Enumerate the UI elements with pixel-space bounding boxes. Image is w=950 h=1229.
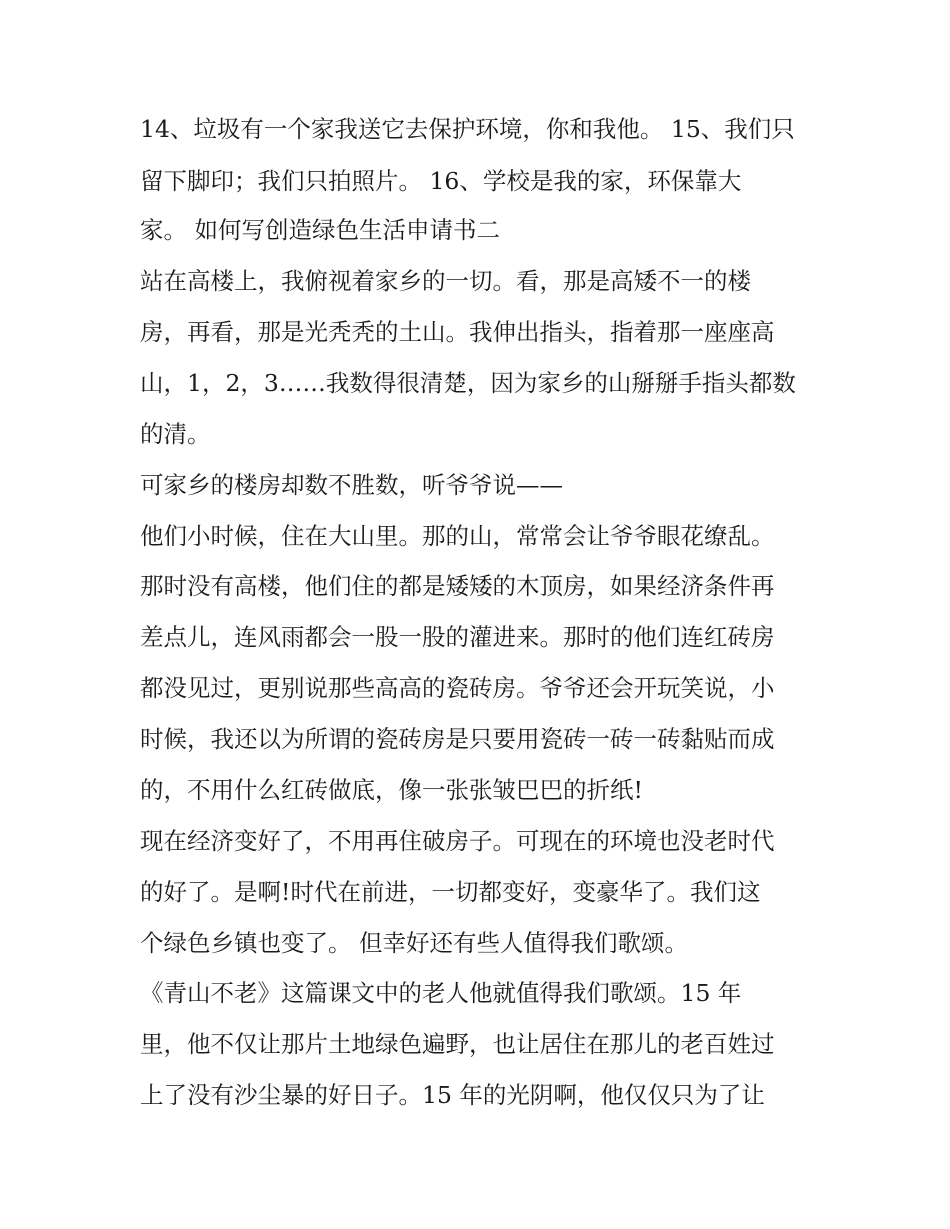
- text-line: 时候，我还以为所谓的瓷砖房是只要用瓷砖一砖一砖黏贴而成: [140, 725, 775, 753]
- text-line: 的，不用什么红砖做底，像一张张皱巴巴的折纸!: [140, 776, 643, 804]
- text-line: 留下脚印；我们只拍照片。 16、学校是我的家，环保靠大: [140, 167, 742, 195]
- text-line: 里，他不仅让那片土地绿色遍野，也让居住在那儿的老百姓过: [140, 1030, 775, 1058]
- text-line: 可家乡的楼房却数不胜数，听爷爷说——: [140, 471, 563, 499]
- text-line: 差点儿，连风雨都会一股一股的灌进来。那时的他们连红砖房: [140, 623, 775, 651]
- text-line: 他们小时候，住在大山里。那的山，常常会让爷爷眼花缭乱。: [140, 522, 775, 550]
- text-line: 房，再看，那是光秃秃的土山。我伸出指头，指着那一座座高: [140, 318, 775, 346]
- text-line: 的清。: [140, 420, 211, 448]
- text-line: 个绿色乡镇也变了。 但幸好还有些人值得我们歌颂。: [140, 929, 688, 957]
- text-line: 站在高楼上，我俯视着家乡的一切。看，那是高矮不一的楼: [140, 267, 751, 295]
- text-line: 现在经济变好了，不用再住破房子。可现在的环境也没老时代: [140, 827, 775, 855]
- text-line: 14、垃圾有一个家我送它去保护环境，你和我他。 15、我们只: [140, 115, 795, 143]
- text-line: 的好了。是啊!时代在前进，一切都变好，变豪华了。我们这: [140, 878, 761, 906]
- text-line: 那时没有高楼，他们住的都是矮矮的木顶房，如果经济条件再: [140, 572, 775, 600]
- text-line: 家。 如何写创造绿色生活申请书二: [140, 216, 500, 244]
- text-line: 山，1，2，3……我数得很清楚，因为家乡的山掰掰手指头都数: [140, 369, 796, 397]
- text-line: 都没见过，更别说那些高高的瓷砖房。爷爷还会开玩笑说，小: [140, 674, 775, 702]
- text-line: 《青山不老》这篇课文中的老人他就值得我们歌颂。15 年: [140, 979, 742, 1007]
- text-line: 上了没有沙尘暴的好日子。15 年的光阴啊，他仅仅只为了让: [140, 1081, 765, 1109]
